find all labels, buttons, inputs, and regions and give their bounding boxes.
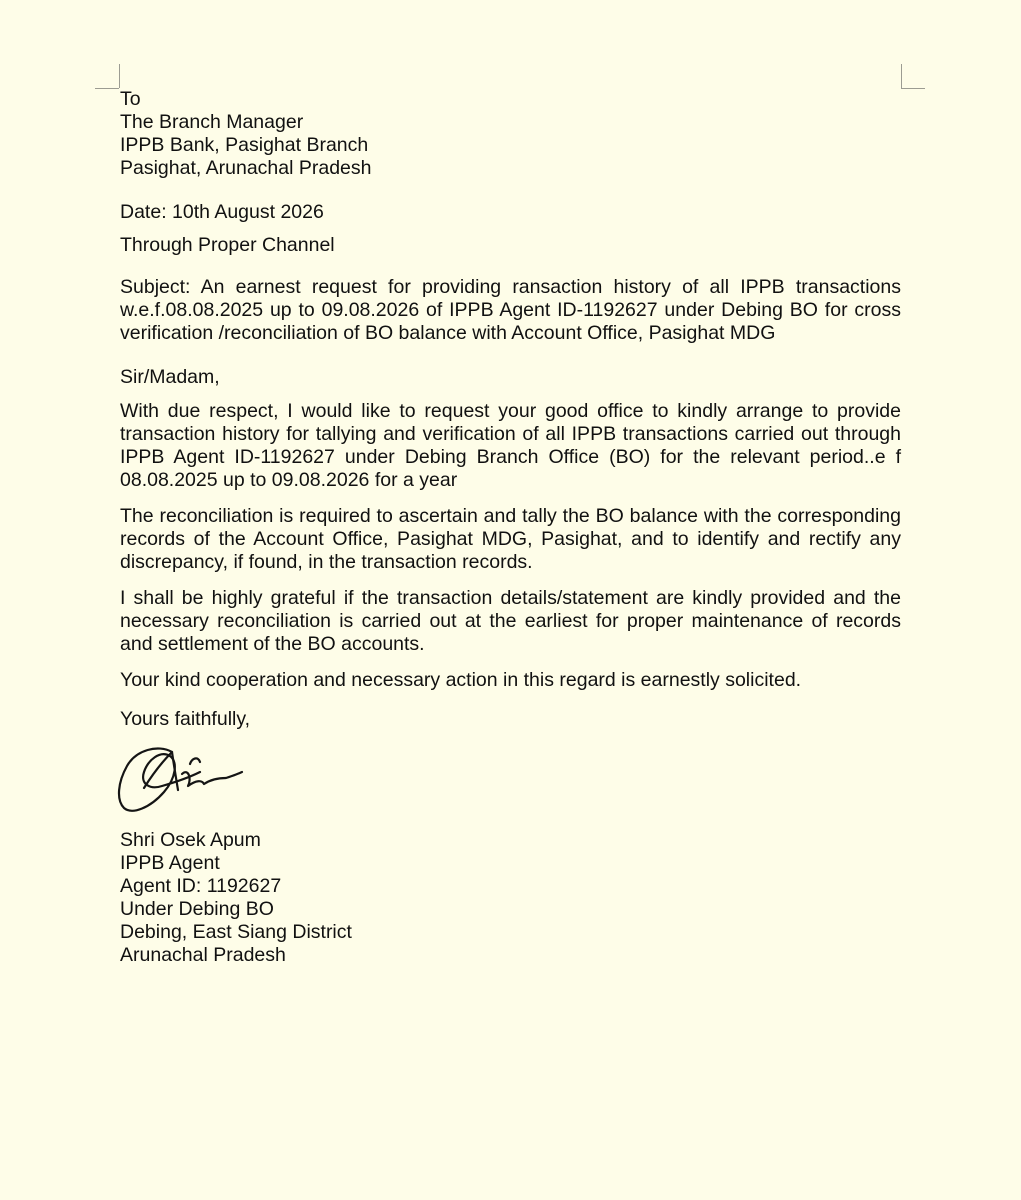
- recipient-line: IPPB Bank, Pasighat Branch: [120, 134, 369, 156]
- body-paragraph: With due respect, I would like to request your good office to kindly arrange to provide transaction history for tallying and verification of all IPPB transactions carried out through IPPB Agent ID-1192627 under Debing Branch Office (BO) for the relevant period..e f 08.08.2025 up to 09.08.2026 for a year: [120, 400, 901, 491]
- salutation: Sir/Madam,: [120, 366, 220, 388]
- sender-line: Arunachal Pradesh: [120, 944, 286, 966]
- body-paragraph: The reconciliation is required to ascertain and tally the BO balance with the corresponding records of the Account Office, Pasighat MDG, Pasighat, and to identify and rectify any discrepancy, if found, in the transaction records.: [120, 505, 901, 573]
- recipient-line: Pasighat, Arunachal Pradesh: [120, 157, 372, 179]
- sender-line: IPPB Agent: [120, 852, 220, 874]
- sender-line: Under Debing BO: [120, 898, 274, 920]
- crop-mark-top-left: [119, 64, 120, 88]
- recipient-block: [120, 88, 901, 180]
- date-line: Date: 10th August 2026: [120, 201, 324, 223]
- letter-body: [120, 88, 901, 967]
- subject-paragraph: Subject: An earnest request for providing ransaction history of all IPPB transactions w.e.f.08.08.2025 up to 09.08.2026 of IPPB Agent ID-1192627 under Debing BO for cross verification /reconciliation of BO balance with Account Office, Pasighat MDG: [120, 276, 901, 344]
- sender-line: Debing, East Siang District: [120, 921, 352, 943]
- body-paragraph: I shall be highly grateful if the transaction details/statement are kindly provided and the necessary reconciliation is carried out at the earliest for proper maintenance of records and settlement of the BO accounts.: [120, 587, 901, 655]
- sender-line: Agent ID: 1192627: [120, 875, 282, 897]
- sender-name: Shri Osek Apum: [120, 829, 261, 851]
- recipient-line: The Branch Manager: [120, 111, 304, 133]
- body-paragraph: Your kind cooperation and necessary action in this regard is earnestly solicited.: [120, 669, 802, 691]
- crop-mark-top-right: [901, 64, 902, 88]
- channel-line: Through Proper Channel: [120, 234, 335, 256]
- signature-area: [120, 742, 901, 814]
- sender-block: [120, 829, 901, 967]
- closing-line: Yours faithfully,: [120, 708, 251, 730]
- crop-mark-top-right: [901, 88, 925, 89]
- handwritten-signature: [114, 742, 244, 814]
- to-line: To: [120, 88, 141, 110]
- crop-mark-top-left: [95, 88, 119, 89]
